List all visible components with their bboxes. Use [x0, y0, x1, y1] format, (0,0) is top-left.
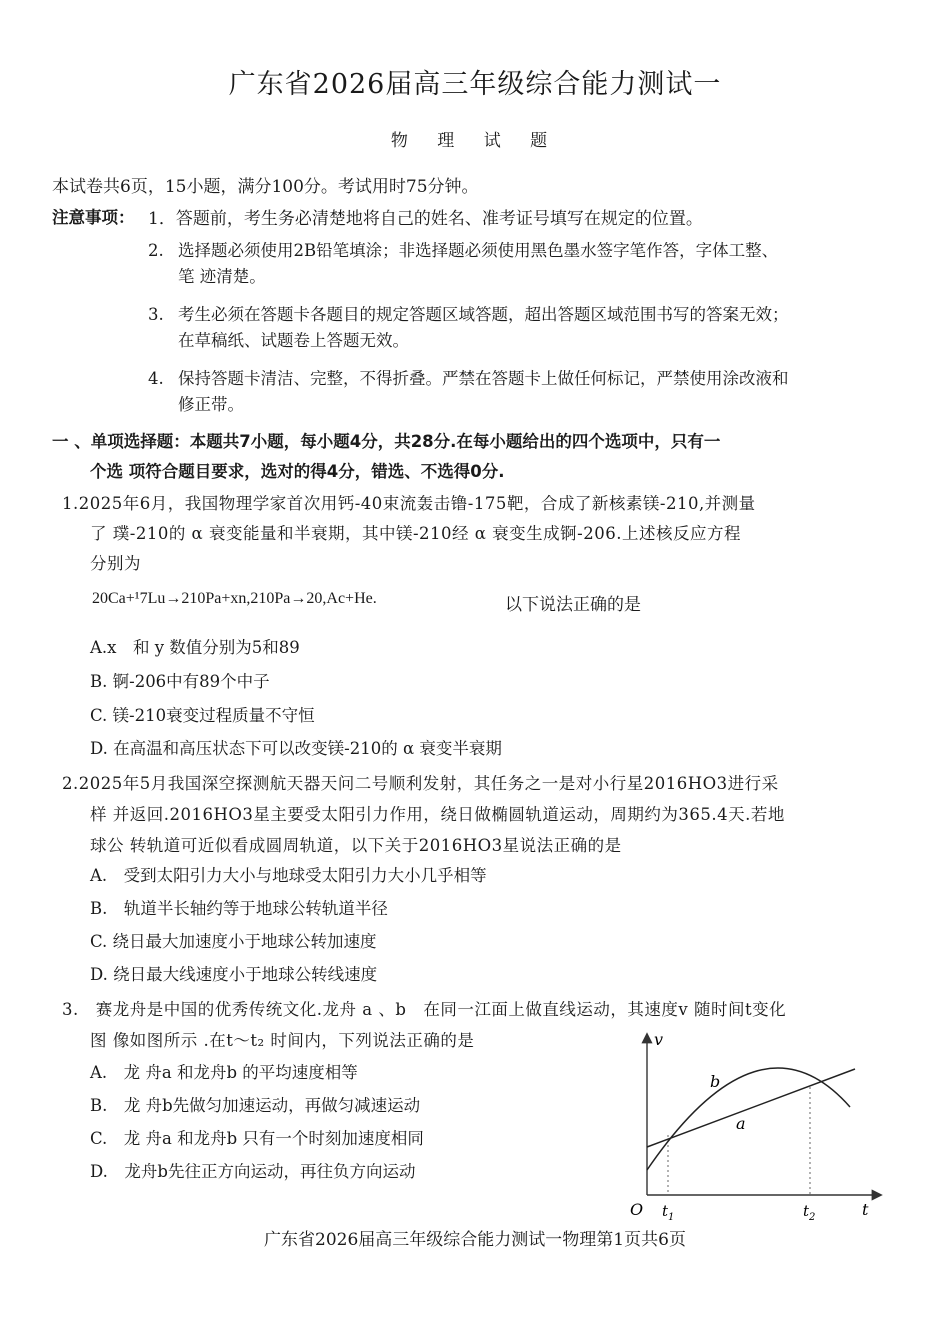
notice-label: 注意事项： — [52, 208, 135, 227]
q2-option-a: A. 受到太阳引力大小与地球受太阳引力大小几乎相等 — [90, 866, 487, 885]
page-title: 广东省2026届高三年级综合能力测试一 — [228, 69, 722, 100]
notice-text: 修正带。 — [178, 395, 244, 414]
curve-a-label: a — [736, 1114, 746, 1133]
curve-a — [647, 1069, 855, 1147]
q1-prompt: 以下说法正确的是 — [505, 595, 641, 615]
notice-item-2 — [148, 238, 918, 290]
page-footer: 广东省2026届高三年级综合能力测试一物理第1页共6页 — [264, 1230, 686, 1250]
t2-label: $t_2$ — [803, 1202, 816, 1220]
q1-stem-line: 了 璞-210的 α 衰变能量和半衰期，其中镁-210经 α 衰变生成锕-206.上述核反应方程 — [90, 524, 741, 543]
notice-text: 答题前，考生务必清楚地将自己的姓名、准考证号填写在规定的位置。 — [175, 209, 703, 229]
q2-option-b: B. 轨道半长轴约等于地球公转轨道半径 — [90, 899, 388, 918]
notice-item-4 — [148, 366, 918, 418]
notice-text: 选择题必须使用2B铅笔填涂；非选择题必须使用黑色墨水签字笔作答，字体工整、 — [178, 241, 779, 260]
q3-stem-line: 3. 赛龙舟是中国的优秀传统文化.龙舟 a 、b 在同一江面上做直线运动，其速度v 随时间t变化 — [62, 1000, 787, 1019]
q2-option-d: D. 绕日最大线速度小于地球公转线速度 — [90, 965, 378, 984]
q1-option-d: D. 在高温和高压状态下可以改变镁-210的 α 衰变半衰期 — [90, 739, 502, 758]
q1-option-c: C. 镁-210衰变过程质量不守恒 — [90, 706, 315, 725]
q2-stem-line: 样 并返回.2016HO3星主要受太阳引力作用，绕日做椭圆轨道运动，周期约为365.4天.若地 — [90, 805, 785, 824]
q1-option-b: B. 锕-206中有89个中子 — [90, 672, 270, 691]
notice-text: 保持答题卡清洁、完整，不得折叠。严禁在答题卡上做任何标记，严禁使用涂改液和 — [178, 369, 789, 388]
notice-num: 4. — [148, 369, 164, 388]
q1-option-a: A.x 和 y 数值分别为5和89 — [90, 638, 300, 657]
q3-option-b: B. 龙 舟b先做匀加速运动，再做匀减速运动 — [90, 1096, 421, 1115]
notice-text: 在草稿纸、试题卷上答题无效。 — [178, 331, 409, 350]
notice-num: 1． — [148, 209, 176, 229]
notice-item-3 — [148, 302, 918, 354]
t-axis-label: t — [862, 1200, 869, 1219]
q3-option-c: C. 龙 舟a 和龙舟b 只有一个时刻加速度相同 — [90, 1129, 424, 1148]
q2-stem-line: 2.2025年5月我国深空探测航天器天问二号顺利发射，其任务之一是对小行星2016HO3进行采 — [62, 774, 779, 793]
curve-b-label: b — [710, 1072, 721, 1091]
q1-stem-line: 分别为 — [90, 554, 141, 573]
exam-intro: 本试卷共6页，15小题，满分100分。考试用时75分钟。 — [52, 177, 479, 197]
q1-equation: 20Ca+¹7Lu→210Pa+xn,210Pa→20,Ac+He. — [92, 590, 377, 607]
q2-stem-line: 球公 转轨道可近似看成圆周轨道，以下关于2016HO3星说法正确的是 — [90, 836, 622, 855]
q3-option-a: A. 龙 舟a 和龙舟b 的平均速度相等 — [90, 1063, 358, 1082]
notice-text: 考生必须在答题卡各题目的规定答题区域答题，超出答题区域范围书写的答案无效； — [178, 305, 789, 324]
v-axis-label: v — [654, 1030, 664, 1049]
origin-label: O — [630, 1200, 644, 1219]
q1-stem-line: 1.2025年6月，我国物理学家首次用钙-40束流轰击镥-175靶，合成了新核素镁-210,并测量 — [62, 494, 756, 513]
section-heading-line-1: 一 、单项选择题：本题共7小题，每小题4分，共28分.在每小题给出的四个选项中，只有一 — [52, 432, 721, 451]
t1-label: $t_1$ — [662, 1202, 675, 1220]
section-heading-line-2: 个选 项符合题目要求，选对的得4分，错选、不选得0分. — [90, 462, 505, 481]
notice-text: 笔 迹清楚。 — [178, 267, 266, 286]
curve-b — [647, 1068, 850, 1170]
q3-option-d: D. 龙舟b先往正方向运动，再往负方向运动 — [90, 1162, 416, 1181]
notice-item-1 — [148, 204, 703, 229]
q3-stem-line: 图 像如图所示 .在t～t₂ 时间内，下列说法正确的是 — [90, 1031, 475, 1050]
notice-num: 3. — [148, 305, 164, 324]
q2-option-c: C. 绕日最大加速度小于地球公转加速度 — [90, 932, 377, 951]
subject-title: 物 理 试 题 — [390, 131, 560, 151]
velocity-time-graph — [610, 1025, 890, 1220]
notice-num: 2. — [148, 241, 164, 260]
